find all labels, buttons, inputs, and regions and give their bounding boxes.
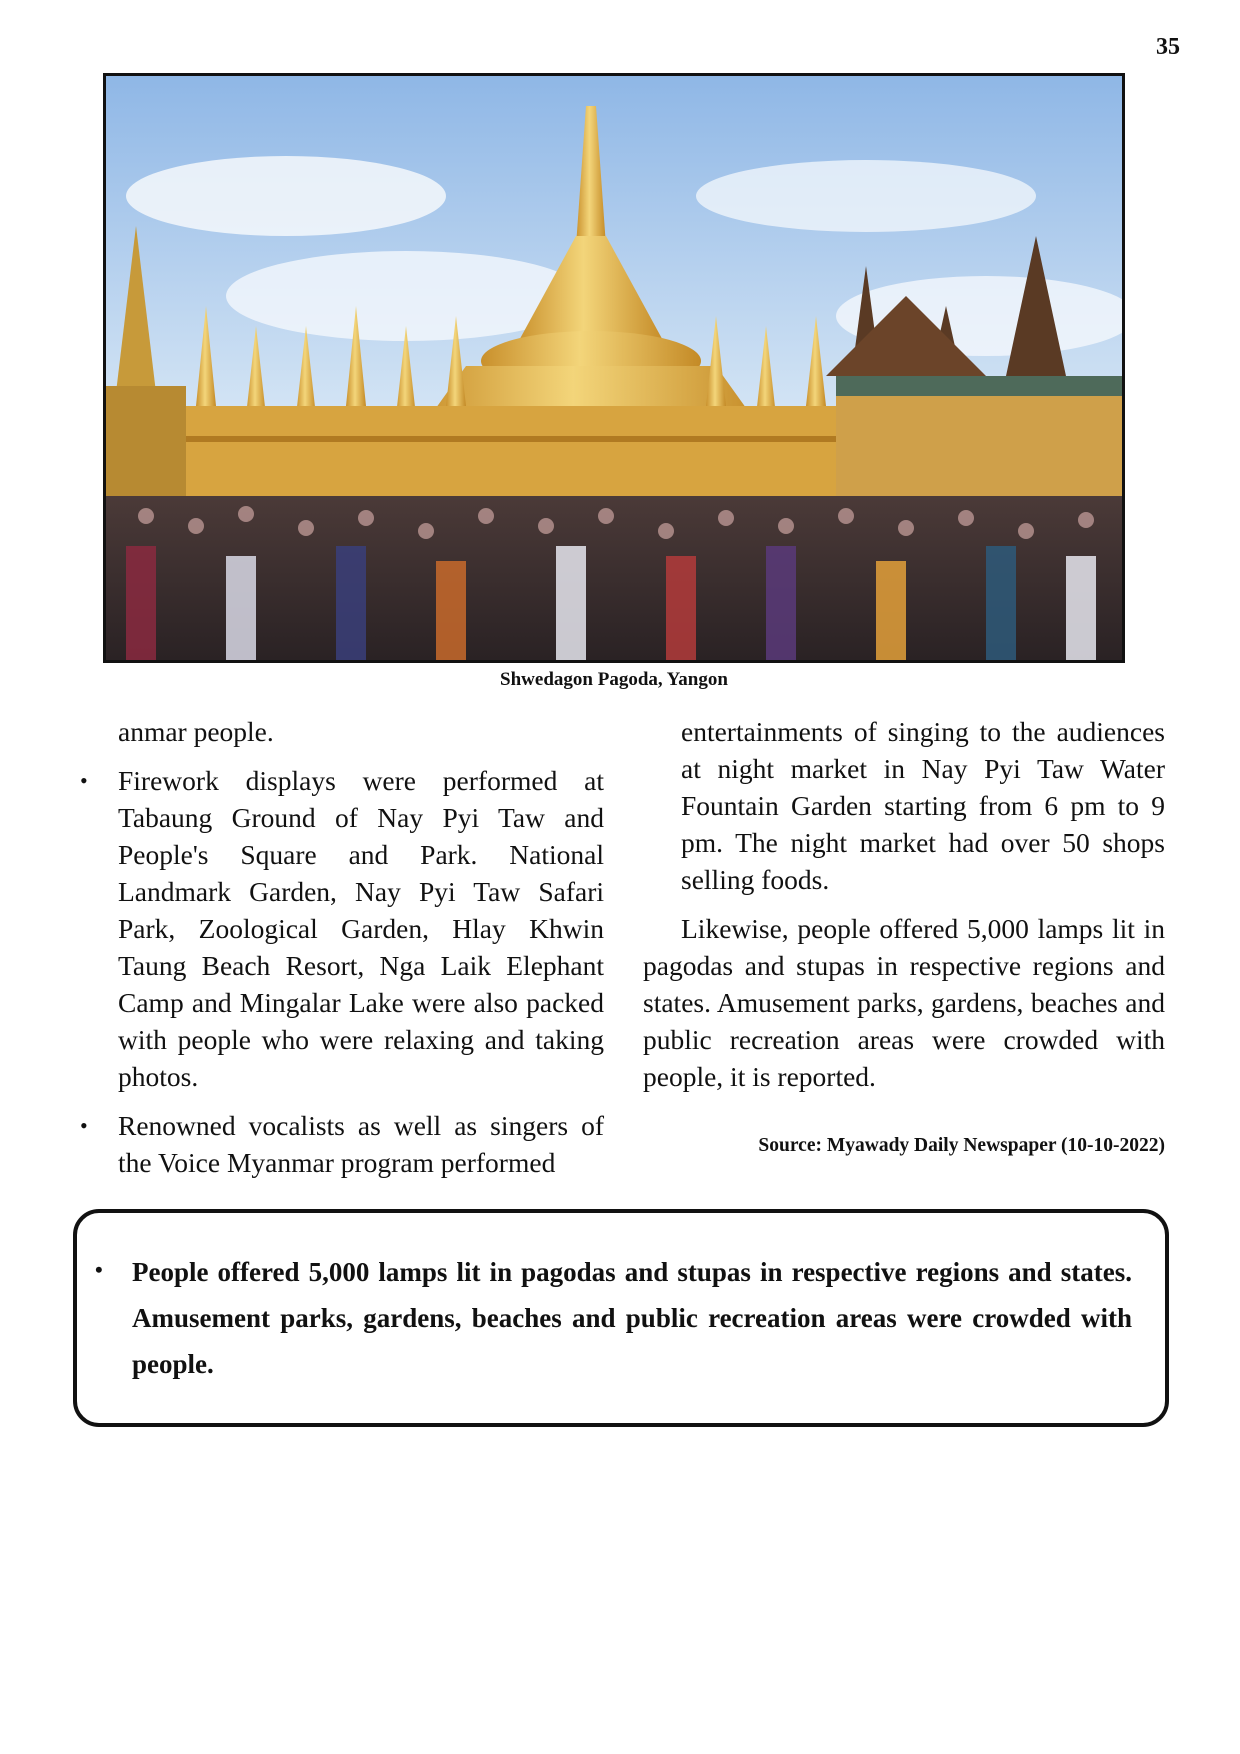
summary-text: People offered 5,000 lamps lit in pagodas and stupas in respective regions and states. Amusement parks, gardens, beaches and public recreation areas were crowded with people. [132,1257,1132,1379]
source-citation: Source: Myawady Daily Newspaper (10-10-2022) [758,1135,1165,1156]
bullet-text: Renowned vocalists as well as singers of the Voice Myanmar program performed [118,1110,604,1178]
bullet-text: Firework displays were performed at Tabaung Ground of Nay Pyi Taw and People's Square and Park. National Landmark Garden, Nay Pyi Taw Safari Park, Zoological Garden, Hlay Khwin Taung Beach Resort, Nga Laik Elephant Camp and Mingalar Lake were also packed with people who were relaxing and taking photos. [118,765,604,1092]
photo-caption: Shwedagon Pagoda, Yangon [500,669,728,690]
shwedagon-pagoda-illustration [106,76,1122,660]
bullet-icon: • [80,768,88,793]
bullet-icon: • [80,1113,88,1138]
list-item [80,1107,604,1181]
summary-box [73,1209,1169,1427]
left-column [80,713,604,1181]
page-number: 35 [1156,34,1180,60]
left-continuation-text: anmar people. [118,716,274,747]
bullet-icon: • [95,1257,103,1282]
right-continuation-text: entertainments of singing to the audiences at night market in Nay Pyi Taw Water Fountain Garden starting from 6 pm to 9 pm. The night market had over 50 shops selling foods. [681,716,1165,895]
list-item [80,762,604,1095]
body-paragraph: Likewise, people offered 5,000 lamps lit in pagodas and stupas in respective regions and states. Amusement parks, gardens, beaches and public recreation areas were crowded with people, it is reported. [643,913,1165,1092]
right-column [643,713,1165,1095]
pagoda-photo [103,73,1125,663]
